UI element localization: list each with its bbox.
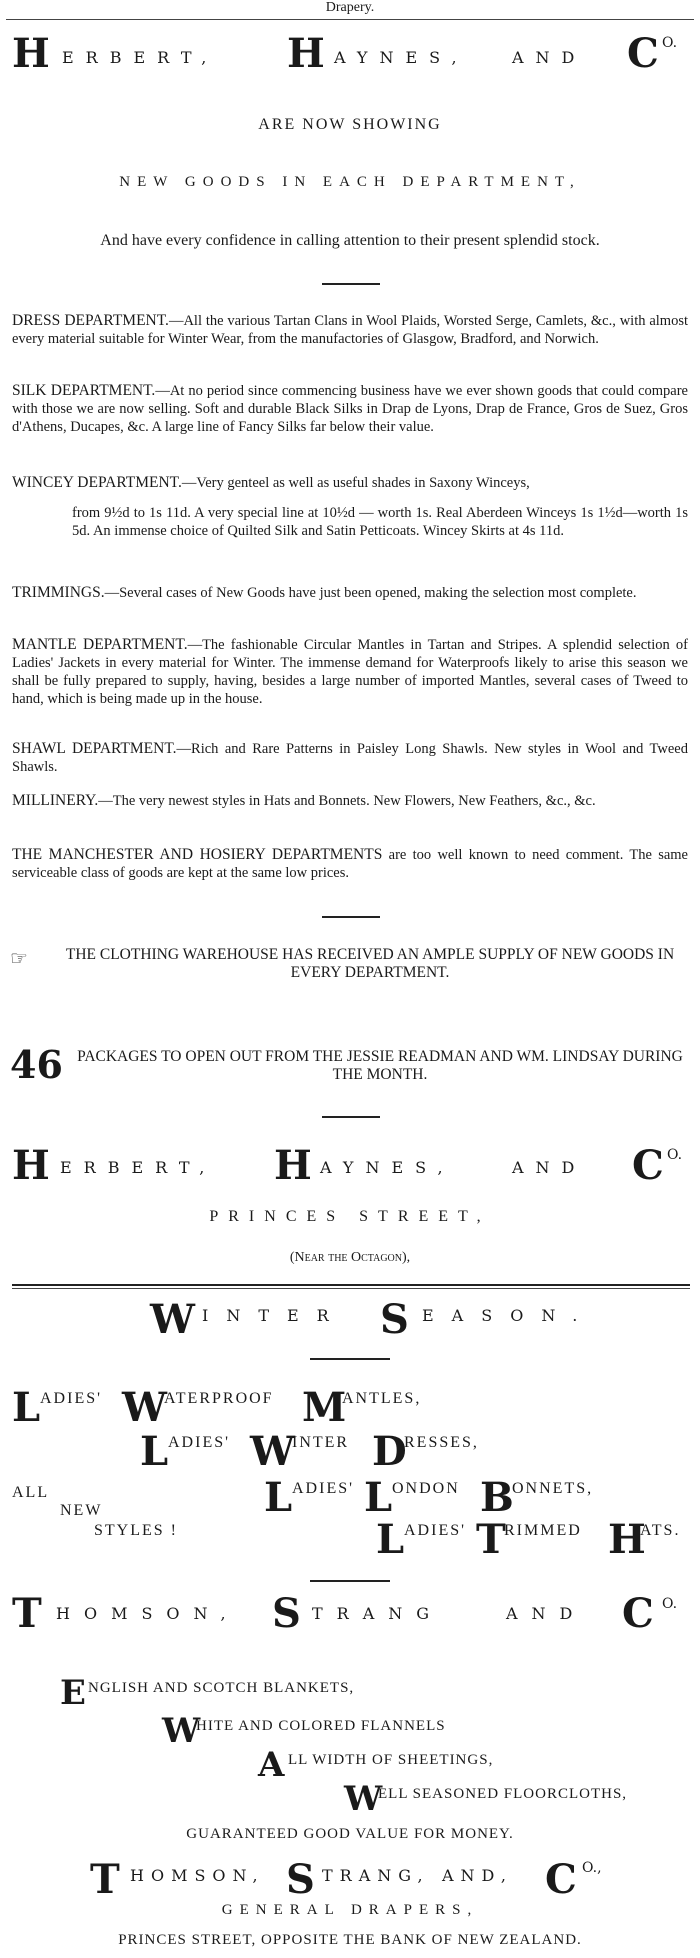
packages-number: 46 xyxy=(10,1042,63,1087)
dropcap-w: W xyxy=(250,1428,295,1475)
dropcap-w: W xyxy=(162,1711,201,1751)
word-homson: HOMSON, xyxy=(56,1604,240,1623)
confidence-line: And have every confidence in calling attention to their present splendid stock. xyxy=(100,232,600,249)
dropcap-c: C xyxy=(627,30,659,77)
dept-shawl: SHAWL DEPARTMENT.—Rich and Rare Patterns in Paisley Long Shawls. New styles in Wool and Tweed Shawls. xyxy=(12,740,688,775)
sheetings-text: LL WIDTH OF SHEETINGS, xyxy=(288,1752,494,1768)
word-all: ALL xyxy=(12,1484,50,1501)
section-rule xyxy=(12,1284,690,1286)
short-rule-2 xyxy=(322,916,380,918)
short-rule-3 xyxy=(322,1116,380,1118)
word-ats: ATS. xyxy=(640,1522,681,1539)
dropcap-t: T xyxy=(90,1856,120,1903)
dept-dress: DRESS DEPARTMENT.—All the various Tartan Clans in Wool Plaids, Worsted Serge, Camlets, &c., with almost every material suitable for Winter Wear, from the manufactories of Glasgow, Bradford, and Norwich. xyxy=(12,312,689,347)
dropcap-b: B xyxy=(480,1474,514,1521)
white-text: HITE AND COLORED FLANNELS xyxy=(196,1718,446,1734)
word-herbert: ERBERT, xyxy=(62,48,219,67)
dept-trimmings: TRIMMINGS.—Several cases of New Goods have just been opened, making the selection most complete. xyxy=(12,584,637,601)
dropcap-d: D xyxy=(372,1428,407,1475)
address-line: PRINCES STREET, OPPOSITE THE BANK OF NEW ZEALAND. xyxy=(118,1932,582,1948)
clothing-text: THE CLOTHING WAREHOUSE HAS RECEIVED AN AMPLE SUPPLY OF NEW GOODS IN EVERY DEPARTMENT. xyxy=(65,946,675,981)
english-text: NGLISH AND SCOTCH BLANKETS, xyxy=(88,1680,355,1696)
dropcap-c: C xyxy=(632,1142,664,1189)
word-adies: ADIES' xyxy=(168,1434,230,1451)
word-eason: EASON. xyxy=(422,1306,596,1325)
dept-manchester: THE MANCHESTER AND HOSIERY DEPARTMENTS are too well known to need comment. The same serviceable class of goods are kept at the same low prices. xyxy=(12,846,688,881)
superscript-o: O., xyxy=(582,1860,602,1876)
dropcap-t: T xyxy=(476,1516,506,1563)
new-goods-heading: NEW GOODS IN EACH DEPARTMENT, xyxy=(119,174,581,190)
thomson-footer-row xyxy=(90,1856,650,1906)
short-rule-5 xyxy=(310,1580,390,1582)
word-haynes: AYNES, xyxy=(320,1158,455,1177)
pointing-hand-icon: ☞ xyxy=(10,946,28,970)
winter-line-1 xyxy=(12,1384,692,1434)
dropcap-s: S xyxy=(286,1856,315,1903)
dropcap-s: S xyxy=(272,1590,301,1637)
dropcap-h2: H xyxy=(274,1142,312,1189)
superscript-o: O. xyxy=(662,35,678,51)
word-adies: ADIES' xyxy=(292,1480,354,1497)
dropcap-e: E xyxy=(60,1673,86,1713)
packages-notice xyxy=(10,1042,690,1092)
dropcap-l: L xyxy=(140,1428,169,1475)
word-and: AND xyxy=(506,1604,587,1623)
word-inter: INTER xyxy=(202,1306,347,1325)
word-inter: INTER xyxy=(292,1434,350,1451)
word-homson: HOMSON, xyxy=(130,1866,265,1885)
herbert-name-row-2 xyxy=(12,1142,692,1192)
word-styles: STYLES ! xyxy=(94,1522,178,1539)
word-ondon: ONDON xyxy=(392,1480,460,1497)
word-antles: ANTLES, xyxy=(342,1390,422,1407)
dept-mantle: MANTLE DEPARTMENT.—The fashionable Circular Mantles in Tartan and Stripes. A splendid selection of Ladies' Jackets in every material for Winter. The immense demand for Waterproofs likely to arise this season we shall be fully prepared to supply, having, besides a large number of imported Mantles, several cases of Tweed to hand, which is being made up in the house. xyxy=(12,636,688,707)
dropcap-t: T xyxy=(12,1590,42,1637)
floorcloths-text: ELL SEASONED FLOORCLOTHS, xyxy=(378,1786,628,1802)
winter-line-2 xyxy=(140,1428,690,1478)
word-onnets: ONNETS, xyxy=(512,1480,594,1497)
word-aterproof: ATERPROOF xyxy=(164,1390,274,1407)
word-new: NEW xyxy=(60,1502,103,1519)
dropcap-c: C xyxy=(545,1856,577,1903)
word-and: AND xyxy=(512,1158,587,1177)
dropcap-h2: H xyxy=(287,30,325,77)
superscript-o: O. xyxy=(662,1596,678,1612)
dropcap-l: L xyxy=(376,1516,405,1563)
near-octagon: (Near the Octagon), xyxy=(289,1250,411,1265)
dropcap-h: H xyxy=(12,1142,50,1189)
thomson-name-row xyxy=(12,1590,692,1640)
word-trang: TRANG xyxy=(312,1604,444,1623)
short-rule-4 xyxy=(310,1358,390,1360)
dropcap-h: H xyxy=(608,1516,646,1563)
word-adies: ADIES' xyxy=(40,1390,102,1407)
floorcloths-line xyxy=(344,1779,690,1826)
word-adies: ADIES' xyxy=(404,1522,466,1539)
short-rule xyxy=(322,283,380,285)
winter-season-title xyxy=(150,1296,600,1346)
word-and: AND, xyxy=(442,1866,513,1885)
winter-line-4 xyxy=(376,1516,696,1566)
dropcap-h: H xyxy=(12,30,50,77)
word-trang: TRANG, xyxy=(322,1866,430,1885)
dept-millinery: MILLINERY.—The very newest styles in Hats and Bonnets. New Flowers, New Feathers, &c., &c. xyxy=(12,792,596,809)
dropcap-w: W xyxy=(122,1384,167,1431)
dropcap-l: L xyxy=(12,1384,41,1431)
word-and: AND xyxy=(512,48,587,67)
dropcap-a: A xyxy=(258,1745,285,1785)
dropcap-w: W xyxy=(150,1296,195,1343)
dept-silk: SILK DEPARTMENT.—At no period since commencing business have we ever shown goods that could compare with those we are now selling. Soft and durable Black Silks in Drap de Lyons, Drap de France, Gros de Suez, Gros d'Athens, Ducapes, &c. A large line of Fancy Silks far below their value. xyxy=(12,382,688,435)
dropcap-c: C xyxy=(622,1590,654,1637)
superscript-o: O. xyxy=(667,1147,683,1163)
dropcap-m: M xyxy=(302,1384,347,1431)
word-herbert: ERBERT, xyxy=(60,1158,217,1177)
dept-wincey: WINCEY DEPARTMENT.—Very genteel as well as useful shades in Saxony Winceys, from 9½d to 1s 11d. A very special line at 10½d — worth 1s. Real Aberdeen Winceys 1s 1½d—worth 1s 5d. An immense choice of Quilted Silk and Satin Petticoats. Wincey Skirts at 4s 11d. xyxy=(12,474,688,539)
dropcap-w2: W xyxy=(344,1779,383,1819)
word-rimmed: RIMMED xyxy=(504,1522,582,1539)
general-drapers: GENERAL DRAPERS, xyxy=(221,1902,479,1918)
herbert-name-row xyxy=(12,30,692,80)
word-haynes: AYNES, xyxy=(334,48,469,67)
word-resses: RESSES, xyxy=(404,1434,479,1451)
dropcap-l: L xyxy=(264,1474,293,1521)
section-rule-thin xyxy=(12,1288,690,1289)
packages-text: PACKAGES TO OPEN OUT FROM THE JESSIE READMAN AND WM. LINDSAY DURING THE MONTH. xyxy=(77,1048,683,1083)
princes-street: PRINCES STREET, xyxy=(209,1208,491,1225)
header-rule xyxy=(6,19,694,20)
are-now-showing: ARE NOW SHOWING xyxy=(258,116,442,133)
dropcap-s: S xyxy=(380,1296,409,1343)
dropcap-l2: L xyxy=(364,1474,393,1521)
guaranteed-line: GUARANTEED GOOD VALUE FOR MONEY. xyxy=(186,1826,514,1842)
section-header: Drapery. xyxy=(325,0,375,15)
